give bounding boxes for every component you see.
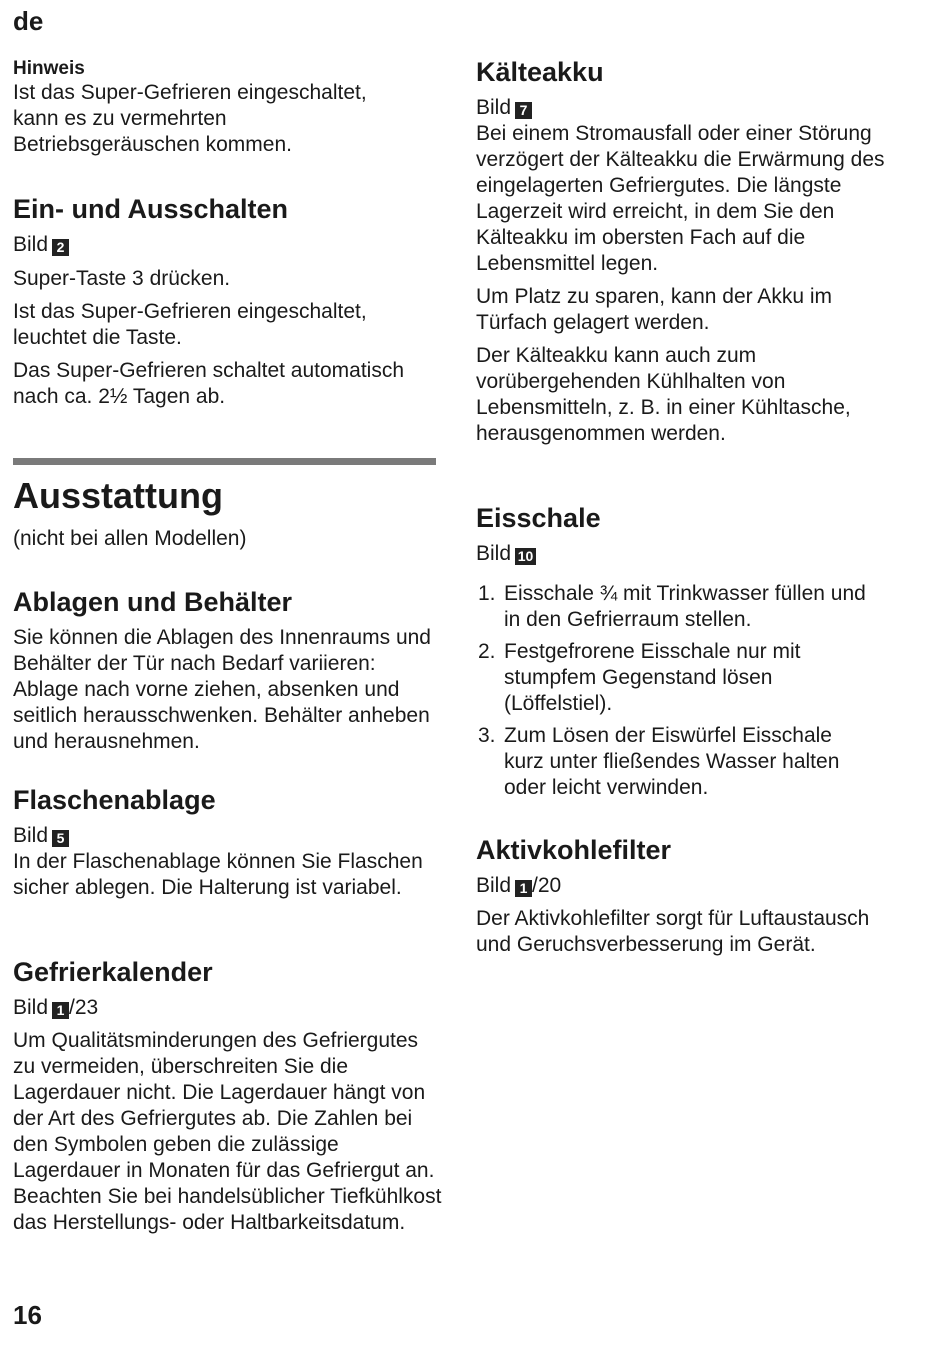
bild-label: Bild: [13, 233, 49, 256]
hinweis-text: Ist das Super-Gefrieren eingeschaltet, kann es zu vermehrten Betriebsgeräuschen kommen.: [13, 81, 367, 156]
figure-reference: [13, 823, 443, 849]
paragraph: Der Kälteakku kann auch zum vorübergehenden Kühlhalten von Lebensmitteln, z. B. in einer Kühltasche, herausgenommen werden.: [476, 344, 851, 445]
bild-label: Bild: [13, 996, 49, 1019]
section-flaschenablage: [13, 783, 443, 901]
section-aktivkohlefilter: [476, 833, 906, 958]
hinweis-label: Hinweis: [13, 58, 85, 79]
figure-number-badge: 1: [52, 1002, 69, 1019]
paragraph: Um Qualitätsminderungen des Gefriergutes zu vermeiden, überschreiten Sie die Lagerdauer nicht. Die Lagerdauer hängt von der Art des Gefriergutes ab. Die Zahlen bei den Symbolen geben die zulässige Lagerdauer in Monaten für das Gefriergut an. Beachten Sie bei handelsüblicher Tiefkühlkost das Herstellungs- oder Haltbarkeitsdatum.: [13, 1029, 442, 1234]
paragraph: Sie können die Ablagen des Innenraums und Behälter der Tür nach Bedarf variieren: Ablage nach vorne ziehen, absenken und seitlich herausschwenken. Behälter anheben und herausnehmen.: [13, 626, 431, 753]
section-ein-ausschalten: [13, 192, 443, 410]
hinweis-block: [13, 58, 443, 158]
figure-reference: [476, 873, 906, 899]
paragraph: Ist das Super-Gefrieren eingeschaltet, leuchtet die Taste.: [13, 300, 367, 349]
paragraph: Der Aktivkohlefilter sorgt für Luftaustausch und Geruchsverbesserung im Gerät.: [476, 907, 870, 956]
steps-list: [476, 581, 876, 801]
step-text: Eisschale ¾ mit Trinkwasser füllen und in den Gefrierraum stellen.: [504, 582, 866, 631]
section-title: Ablagen und Behälter: [13, 587, 293, 617]
list-item: [476, 581, 876, 633]
figure-number-badge: 7: [515, 102, 532, 119]
paragraph: In der Flaschenablage können Sie Flaschen sicher ablegen. Die Halterung ist variabel.: [13, 850, 423, 899]
figure-reference: [476, 541, 906, 567]
figure-number-badge: 5: [52, 830, 69, 847]
bild-label: Bild: [13, 824, 49, 847]
section-gefrierkalender: [13, 955, 443, 1236]
section-title: Aktivkohlefilter: [476, 835, 672, 865]
list-item: [476, 639, 876, 717]
section-kaelteakku: [476, 55, 906, 447]
figure-reference: [476, 95, 906, 121]
section-ablagen: [13, 585, 443, 755]
chapter-subtitle: (nicht bei allen Modellen): [13, 527, 247, 550]
page-number: 16: [13, 1300, 42, 1330]
bild-label: Bild: [476, 96, 512, 119]
step-text: Zum Lösen der Eiswürfel Eisschale kurz unter fließendes Wasser halten oder leicht verwinden.: [504, 724, 840, 799]
section-divider: [13, 458, 436, 465]
step-number: 2.: [478, 640, 496, 663]
figure-number-badge: 10: [515, 548, 536, 565]
section-title: Eisschale: [476, 503, 601, 533]
chapter-title: Ausstattung: [13, 475, 223, 516]
section-title: Flaschenablage: [13, 785, 216, 815]
figure-position: /20: [532, 874, 562, 897]
step-text: Festgefrorene Eisschale nur mit stumpfem Gegenstand lösen (Löffelstiel).: [504, 640, 801, 715]
section-title: Ein- und Ausschalten: [13, 194, 289, 224]
paragraph: Super-Taste 3 drücken.: [13, 267, 231, 290]
figure-reference: [13, 232, 443, 258]
figure-reference: [13, 995, 443, 1021]
section-eisschale: [476, 501, 906, 807]
paragraph: Um Platz zu sparen, kann der Akku im Türfach gelagert werden.: [476, 285, 832, 334]
list-item: [476, 723, 876, 801]
language-label: de: [13, 6, 44, 36]
paragraph: Das Super-Gefrieren schaltet automatisch nach ca. 2½ Tagen ab.: [13, 359, 405, 408]
figure-position: /23: [69, 996, 99, 1019]
bild-label: Bild: [476, 874, 512, 897]
paragraph: Bei einem Stromausfall oder einer Störung verzögert der Kälteakku die Erwärmung des eingelagerten Gefriergutes. Die längste Lagerzeit wird erreicht, in dem Sie den Kälteakku im obersten Fach auf die Lebensmittel legen.: [476, 122, 885, 275]
figure-number-badge: 2: [52, 239, 69, 256]
section-title: Kälteakku: [476, 57, 604, 87]
section-ausstattung: [13, 474, 443, 552]
step-number: 3.: [478, 724, 496, 747]
section-title: Gefrierkalender: [13, 957, 213, 987]
figure-number-badge: 1: [515, 880, 532, 897]
step-number: 1.: [478, 582, 496, 605]
bild-label: Bild: [476, 542, 512, 565]
